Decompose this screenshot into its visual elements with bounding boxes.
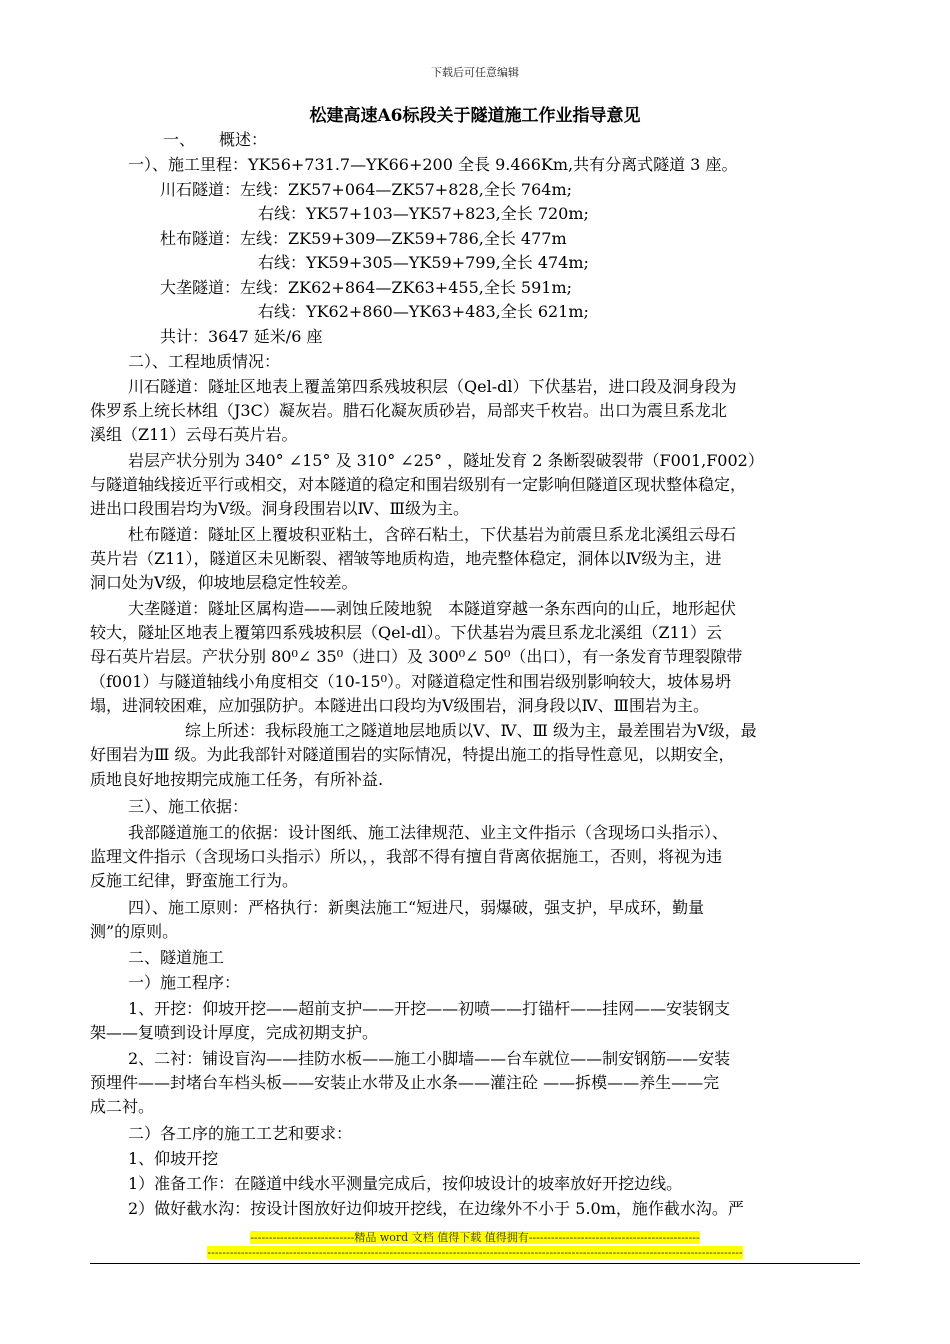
body-line: 洞口处为Ⅴ级，仰坡地层稳定性较差。 xyxy=(90,573,358,592)
body-line: 我部隧道施工的依据：设计图纸、施工法律规范、业主文件指示（含现场口头指示）、 xyxy=(128,823,729,842)
body-line: 2）做好截水沟：按设计图放好边仰坡开挖线，在边缘外不小于 5.0m，施作截水沟。严 xyxy=(128,1199,744,1218)
body-line: 侏罗系上统长林组（J3C）凝灰岩。腊石化凝灰质砂岩，局部夹千枚岩。出口为震旦系龙北 xyxy=(90,401,727,420)
body-line: 岩层产状分别为 340° ∠15° 及 310° ∠25° ，隧址发育 2 条断裂破裂带（F001,F002） xyxy=(128,451,764,470)
body-line: 大垄隧道：隧址区属构造——剥蚀丘陵地貌 本隧道穿越一条东西向的山丘，地形起伏 xyxy=(128,599,737,618)
footer-banner-line1 xyxy=(0,1231,950,1245)
body-line: 一）施工程序： xyxy=(128,973,241,992)
body-line: 二）各工序的施工工艺和要求： xyxy=(128,1124,353,1143)
body-line: 一）、施工里程：YK56+731.7—YK66+200 全長 9.466Km,共有分离式隧道 3 座。 xyxy=(128,155,738,174)
body-line: 杜布隧道：隧址区上覆坡积亚粘土，含碎石粘土，下伏基岩为前震旦系龙北溪组云母石 xyxy=(128,525,737,544)
body-line: 质地良好地按期完成施工任务，有所补益. xyxy=(90,770,384,789)
body-line: 二、隧道施工 xyxy=(128,948,225,967)
body-line: 与隧道轴线接近平行或相交，对本隧道的稳定和围岩级别有一定影响但隧道区现状整体稳定， xyxy=(90,475,747,494)
body-line: 1）准备工作：在隧道中线水平测量完成后，按仰坡设计的坡率放好开挖边线。 xyxy=(128,1174,683,1193)
body-line: 综上所述：我标段施工之隧道地层地质以Ⅴ、Ⅳ、Ⅲ 级为主，最差围岩为Ⅴ级，最 xyxy=(185,721,757,740)
body-line: 杜布隧道：左线：ZK59+309—ZK59+786,全长 477m xyxy=(160,229,567,248)
body-line: 2、二衬：铺设盲沟——挂防水板——施工小脚墙——台车就位——制安钢筋——安装 xyxy=(128,1049,731,1068)
footer-divider xyxy=(90,1263,860,1264)
body-line: 二）、工程地质情况： xyxy=(128,352,281,371)
body-line: 监理文件指示（含现场口头指示）所以，，我部不得有擅自背离依据施工，否则，将视为违 xyxy=(90,847,723,866)
body-line: 1、开挖：仰坡开挖——超前支护——开挖——初喷——打锚杆——挂网——安装钢支 xyxy=(128,999,731,1018)
body-line: 共计：3647 延米/6 座 xyxy=(160,327,323,346)
body-line: （f001）与隧道轴线小角度相交（10-15⁰）。对隧道稳定性和围岩级别影响较大，坡体易坍 xyxy=(90,672,732,691)
body-line: 成二衬。 xyxy=(90,1097,155,1116)
body-line: 川石隧道：隧址区地表上覆盖第四系残坡积层（Qel-dl）下伏基岩，进口段及洞身段为 xyxy=(128,377,737,396)
body-line: 好围岩为Ⅲ 级。为此我部针对隧道围岩的实际情况，特提出施工的指导性意见，以期安全， xyxy=(90,745,735,764)
body-line: 母石英片岩层。产状分别 80⁰∠ 35⁰（进口）及 300⁰∠ 50⁰（出口），有一条发育节理裂隙带 xyxy=(90,647,743,666)
body-line: 塌，进洞较困难，应加强防护。本隧进出口段均为Ⅴ级围岩，洞身段以Ⅳ、Ⅲ围岩为主。 xyxy=(90,696,709,715)
body-line: 三）、施工依据： xyxy=(128,797,249,816)
body-line: 架——复喷到设计厚度，完成初期支护。 xyxy=(90,1023,379,1042)
body-line: 反施工纪律，野蛮施工行为。 xyxy=(90,871,299,890)
body-line: 一、 概述： xyxy=(163,130,268,149)
body-line: 大垄隧道：左线：ZK62+864—ZK63+455,全长 591m; xyxy=(160,278,573,297)
body-line: 右线：YK62+860—YK63+483,全长 621m; xyxy=(258,302,589,321)
body-line: 四）、施工原则：严格执行：新奥法施工“短进尺，弱爆破，强支护，早成环，勤量 xyxy=(128,898,705,917)
body-line: 预埋件——封堵台车档头板——安装止水带及止水条——灌注砼 ——拆模——养生——完 xyxy=(90,1073,720,1092)
body-line: 测”的原则。 xyxy=(90,922,179,941)
footer-text-2: ------------------------------------------------------------------------------------------------------------------------------------------------ xyxy=(207,1246,743,1259)
body-line: 进出口段围岩均为Ⅴ级。洞身段围岩以Ⅳ、Ⅲ级为主。 xyxy=(90,499,469,518)
body-line: 英片岩（Z11），隧道区未见断裂、褶皱等地质构造，地壳整体稳定，洞体以Ⅳ级为主，进 xyxy=(90,549,722,568)
footer-text-1: ----------------------------精品 word 文档 值得下载 值得拥有---------------------------------------------- xyxy=(250,1231,700,1244)
footer-banner-line2 xyxy=(0,1246,950,1260)
body-line: 右线：YK57+103—YK57+823,全长 720m; xyxy=(258,204,589,223)
body-line: 右线：YK59+305—YK59+799,全长 474m; xyxy=(258,253,589,272)
body-line: 川石隧道：左线：ZK57+064—ZK57+828,全长 764m; xyxy=(160,180,573,199)
body-line: 溪组（Z11）云母石英片岩。 xyxy=(90,425,298,444)
body-line: 较大，隧址区地表上覆第四系残坡积层（Qel-dl）。下伏基岩为震旦系龙北溪组（Z11）云 xyxy=(90,623,722,642)
header-note: 下载后可任意编辑 xyxy=(431,66,519,79)
body-line: 1、仰坡开挖 xyxy=(128,1149,219,1168)
document-title: 松建高速A6标段关于隧道施工作业指导意见 xyxy=(309,106,641,126)
